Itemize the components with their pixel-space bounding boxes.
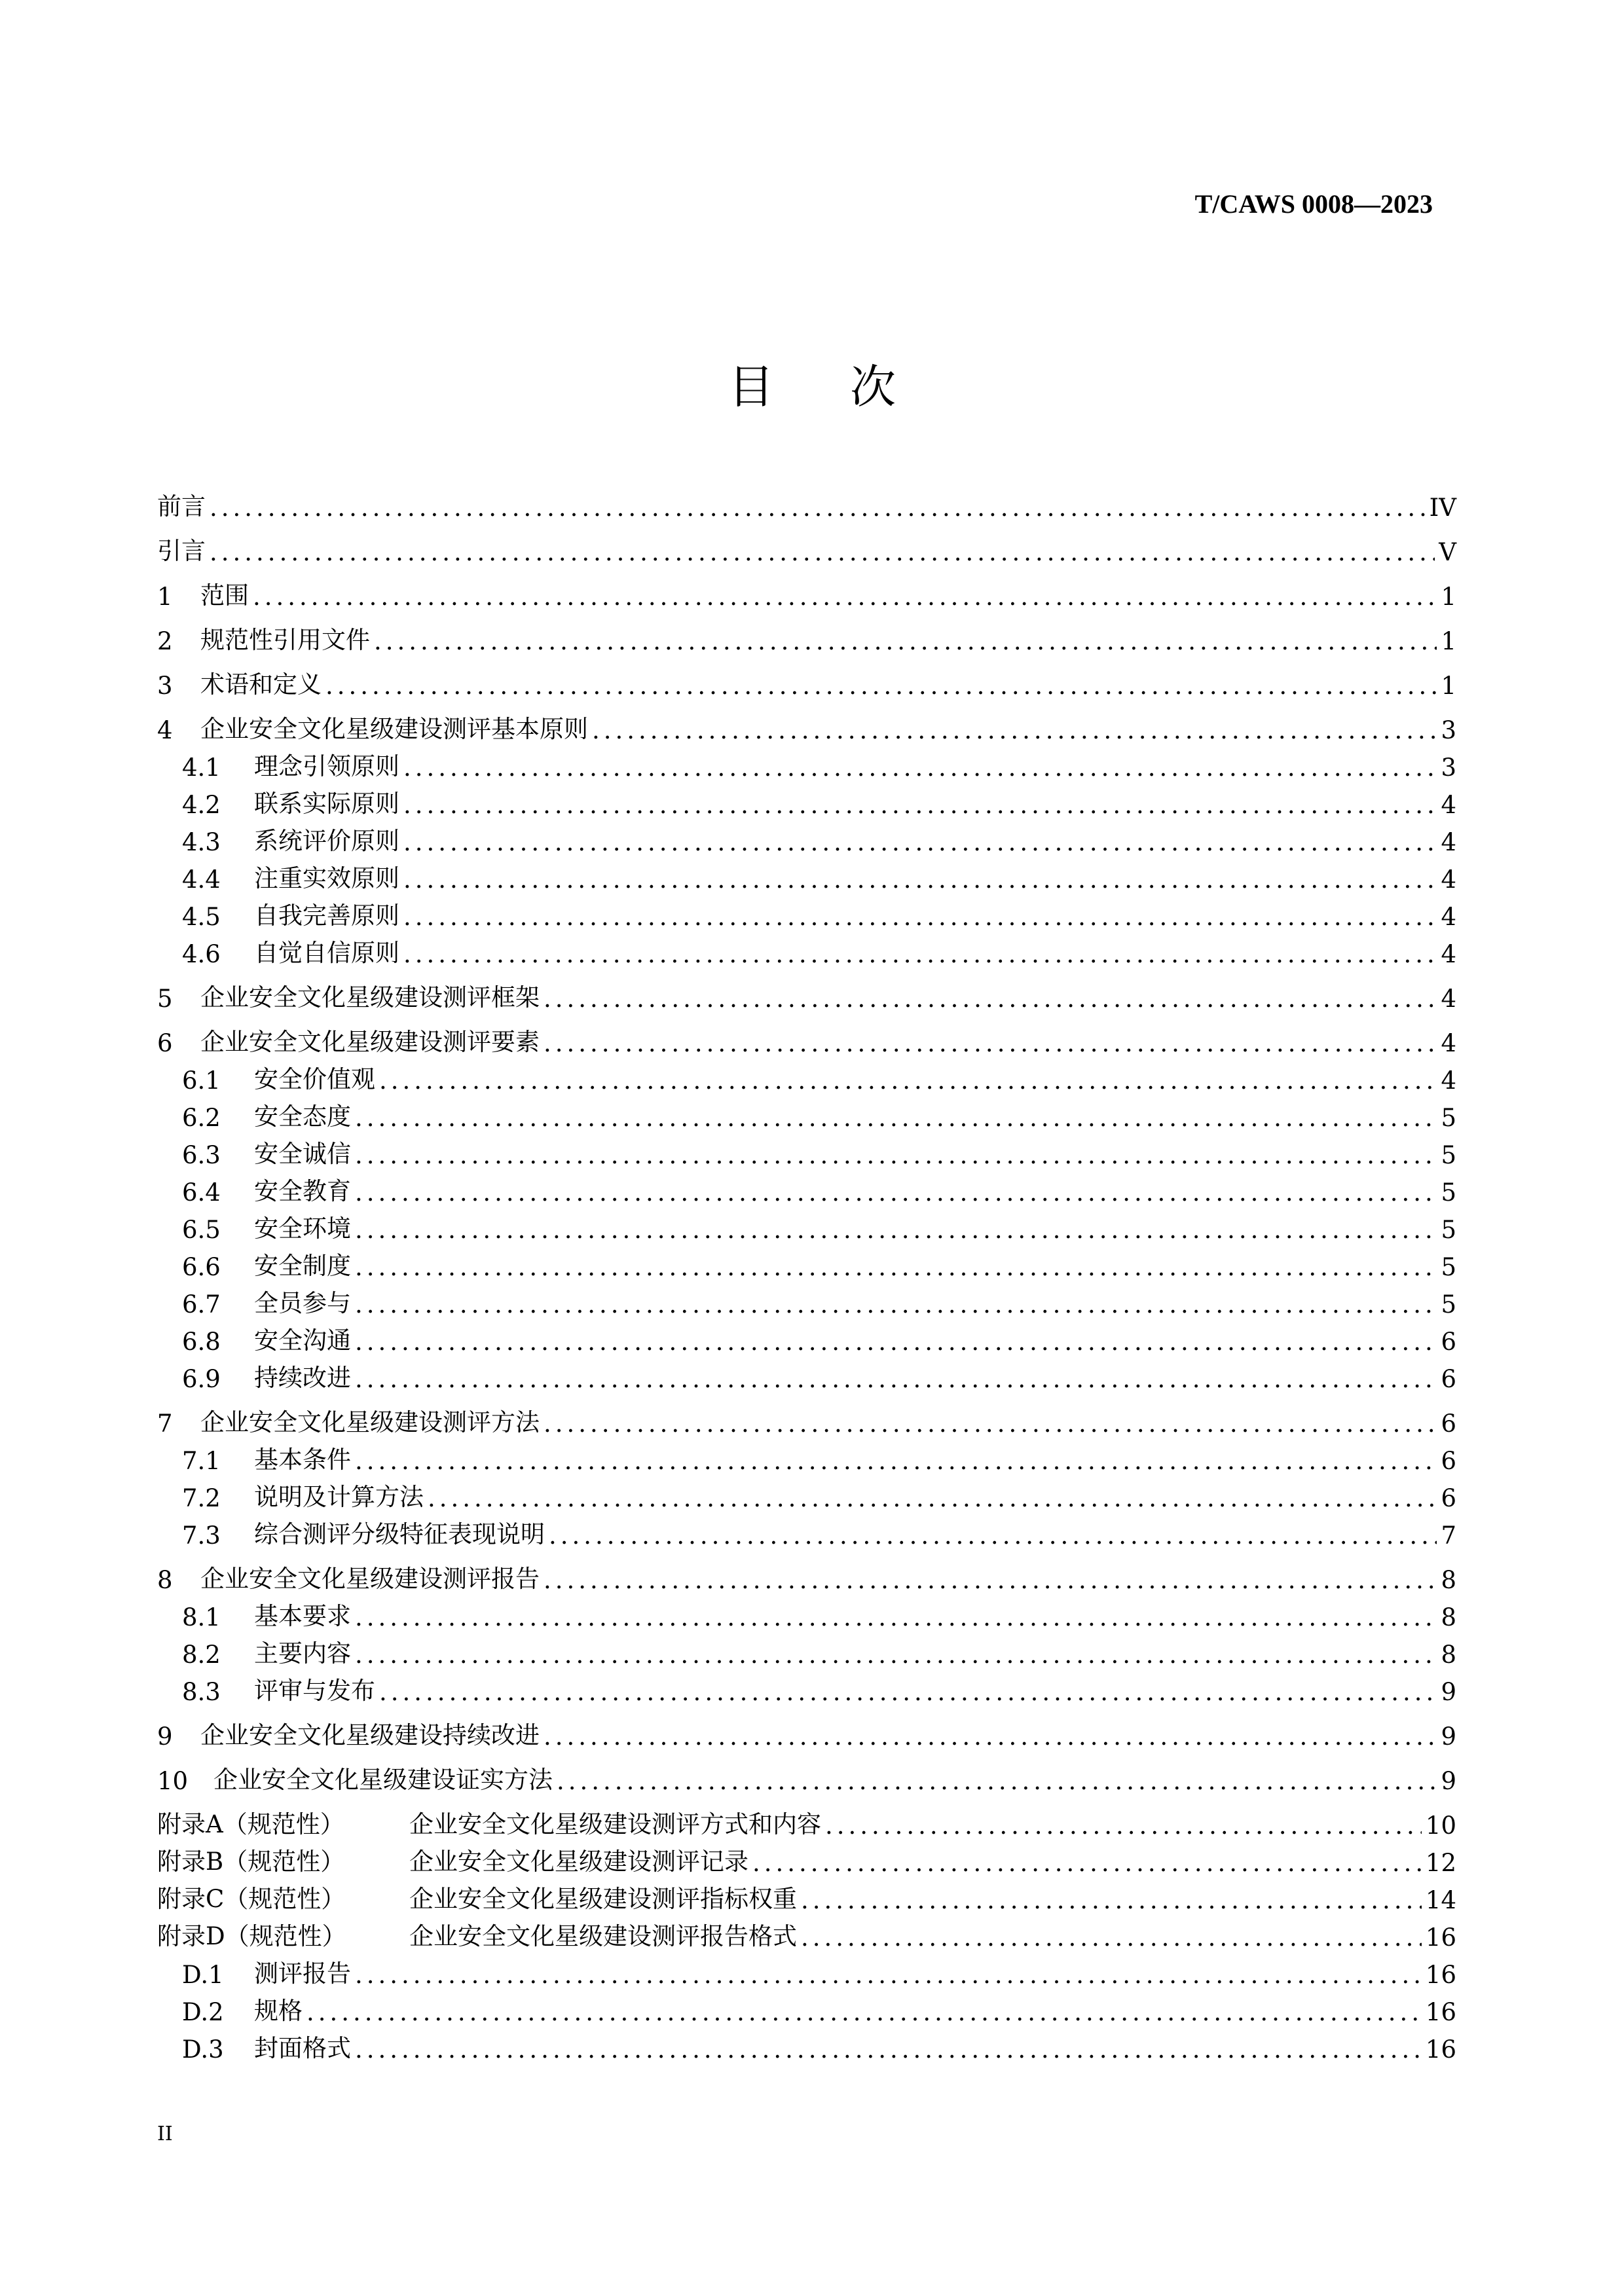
dot-leader	[355, 1178, 1437, 1207]
toc-entry-number: 4.4	[182, 866, 221, 894]
toc-entry-label: 全员参与	[254, 1289, 351, 1317]
toc-entry[interactable]	[157, 1057, 1456, 1095]
toc-entry[interactable]	[157, 1319, 1456, 1356]
toc-entry[interactable]	[157, 1356, 1456, 1393]
toc-title	[0, 350, 1624, 416]
dot-leader	[544, 985, 1437, 1013]
toc-entry[interactable]	[157, 975, 1456, 1013]
toc-entry-page: 1	[1441, 672, 1456, 700]
toc-entry-label: 规格	[254, 1997, 303, 2025]
toc-entry[interactable]	[157, 1989, 1456, 2026]
toc-entry-number: 6.5	[182, 1216, 221, 1244]
toc-entry-number: 6.3	[182, 1141, 221, 1169]
toc-entry[interactable]	[157, 1169, 1456, 1207]
dot-leader	[210, 494, 1426, 522]
toc-entry-number: 1	[157, 583, 173, 611]
toc-entry-page: 4	[1441, 791, 1456, 819]
toc-entry-number: 6.6	[182, 1253, 221, 1281]
dot-leader	[374, 627, 1437, 655]
toc-entry-page: 6	[1441, 1365, 1456, 1393]
toc-entry-number: 9	[157, 1722, 173, 1751]
dot-leader	[355, 1603, 1437, 1631]
toc-entry-page: 5	[1441, 1104, 1456, 1132]
dot-leader	[379, 1066, 1437, 1095]
toc-entry[interactable]	[157, 1952, 1456, 1989]
toc-entry-page: 8	[1441, 1641, 1456, 1669]
toc-entry-number: 10	[157, 1767, 189, 1795]
toc-entry-label: 安全诚信	[254, 1140, 351, 1168]
toc-entry-page: 6	[1441, 1484, 1456, 1512]
toc-entry[interactable]	[157, 1713, 1456, 1751]
toc-entry-page: 6	[1441, 1410, 1456, 1438]
dot-leader	[801, 1923, 1422, 1952]
toc-entry-label: 企业安全文化星级建设测评指标权重	[409, 1885, 797, 1913]
toc-entry-page: 16	[1425, 1923, 1456, 1952]
toc-entry-label: 测评报告	[254, 1959, 351, 1988]
toc-entry-page: 4	[1441, 903, 1456, 931]
toc-entry-label: 企业安全文化星级建设测评记录	[409, 1848, 748, 1876]
toc-entry-label: 企业安全文化星级建设测评要素	[200, 1028, 540, 1056]
toc-entry[interactable]	[157, 1669, 1456, 1706]
dot-leader	[549, 1522, 1437, 1550]
toc-entry-number: 6.8	[182, 1328, 221, 1356]
toc-entry-page: 16	[1425, 2035, 1456, 2064]
toc-entry-page: 9	[1441, 1722, 1456, 1751]
toc-entry-number: 6.4	[182, 1178, 221, 1207]
toc-entry-label: 范围	[200, 581, 249, 610]
toc-entry[interactable]	[157, 574, 1456, 611]
dot-leader	[379, 1678, 1437, 1706]
dot-leader	[544, 1029, 1437, 1057]
dot-leader	[355, 1961, 1422, 1989]
toc-entry-label: 企业安全文化星级建设测评基本原则	[200, 715, 588, 743]
dot-leader	[355, 1290, 1437, 1319]
toc-entry[interactable]	[157, 1512, 1456, 1550]
toc-entry[interactable]	[157, 1802, 1456, 1840]
toc-entry-label: 企业安全文化星级建设测评报告格式	[409, 1922, 797, 1950]
toc-entry-label: 基本条件	[254, 1446, 351, 1474]
standard-code: T/CAWS 0008—2023	[1194, 189, 1433, 219]
toc-entry-number: 7	[157, 1410, 173, 1438]
toc-entry[interactable]	[157, 1840, 1456, 1877]
toc-entry-number: 7.3	[182, 1522, 221, 1550]
toc-entry-label: 自我完善原则	[254, 902, 399, 930]
dot-leader	[752, 1849, 1422, 1877]
dot-leader	[403, 940, 1437, 968]
dot-leader	[403, 828, 1437, 856]
toc-entry-number: 6	[157, 1029, 173, 1057]
toc-entry-label: 企业安全文化星级建设测评报告	[200, 1565, 540, 1593]
toc-entry-number: D.2	[182, 1998, 224, 2026]
toc-entry[interactable]	[157, 1475, 1456, 1512]
dot-leader	[403, 791, 1437, 819]
dot-leader	[544, 1722, 1437, 1751]
dot-leader	[825, 1812, 1422, 1840]
toc-entry-page: 4	[1441, 1029, 1456, 1057]
toc-entry-page: 16	[1425, 1961, 1456, 1989]
toc-entry-number: 8	[157, 1566, 173, 1594]
toc-entry-page: 5	[1441, 1178, 1456, 1207]
dot-leader	[355, 1104, 1437, 1132]
toc-entry-page: 5	[1441, 1253, 1456, 1281]
dot-leader	[306, 1998, 1422, 2026]
dot-leader	[355, 1365, 1437, 1393]
dot-leader	[355, 1216, 1437, 1244]
toc-entry[interactable]	[157, 1400, 1456, 1438]
toc-entry-label: 企业安全文化星级建设持续改进	[200, 1721, 540, 1749]
toc-entry-label: 企业安全文化星级建设测评框架	[200, 983, 540, 1011]
toc-entry[interactable]	[157, 1020, 1456, 1057]
toc-entry[interactable]	[157, 1207, 1456, 1244]
dot-leader	[557, 1767, 1437, 1795]
toc-title-char: 次	[850, 360, 896, 414]
toc-entry[interactable]	[157, 1095, 1456, 1132]
toc-entry-page: 4	[1441, 1066, 1456, 1095]
toc-entry-label: 评审与发布	[254, 1677, 375, 1705]
toc-entry-number: 4.6	[182, 940, 221, 968]
toc-entry-number: 6.2	[182, 1104, 221, 1132]
toc-entry-page: 5	[1441, 1290, 1456, 1319]
toc-entry-page: 6	[1441, 1447, 1456, 1475]
toc-entry[interactable]	[157, 819, 1456, 856]
toc-entry-label: 术语和定义	[200, 670, 322, 699]
dot-leader	[210, 538, 1435, 566]
toc-entry-page: 3	[1441, 716, 1456, 744]
toc-entry-label: 前言	[157, 492, 206, 520]
toc-entry-label: 主要内容	[254, 1639, 351, 1667]
toc-entry[interactable]	[157, 1244, 1456, 1281]
toc-entry[interactable]	[157, 663, 1456, 700]
toc-entry[interactable]	[157, 484, 1456, 522]
toc-entry-number: 附录B（规范性）	[157, 1848, 345, 1876]
toc-entry-label: 持续改进	[254, 1364, 351, 1392]
toc-entry-page: 12	[1425, 1849, 1456, 1877]
toc-entry-number: 8.1	[182, 1603, 221, 1631]
toc-entry-page: 1	[1441, 583, 1456, 611]
toc-entry-number: 附录A（规范性）	[157, 1810, 344, 1838]
toc-entry-page: 5	[1441, 1141, 1456, 1169]
toc-entry-page: 10	[1425, 1812, 1456, 1840]
toc-entry-label: 安全价值观	[254, 1065, 375, 1093]
toc-entry[interactable]	[157, 894, 1456, 931]
dot-leader	[403, 903, 1437, 931]
toc-entry-number: 2	[157, 627, 173, 655]
toc-entry[interactable]	[157, 529, 1456, 566]
toc-entry-label: 说明及计算方法	[254, 1483, 424, 1511]
toc-entry-page: 1	[1441, 627, 1456, 655]
dot-leader	[253, 583, 1437, 611]
dot-leader	[355, 1328, 1437, 1356]
toc-entry-page: 7	[1441, 1522, 1456, 1550]
dot-leader	[403, 866, 1437, 894]
toc-entry-number: 8.2	[182, 1641, 221, 1669]
toc-entry-number: 8.3	[182, 1678, 221, 1706]
toc-entry[interactable]	[157, 1758, 1456, 1795]
toc-entry-label: 安全态度	[254, 1102, 351, 1131]
toc-entry-page: 8	[1441, 1566, 1456, 1594]
toc-entry-page: 8	[1441, 1603, 1456, 1631]
toc-entry[interactable]	[157, 1557, 1456, 1594]
toc-entry-page: 4	[1441, 828, 1456, 856]
toc-entry-label: 理念引领原则	[254, 752, 399, 780]
toc-entry[interactable]	[157, 1877, 1456, 1914]
dot-leader	[355, 1141, 1437, 1169]
toc-title-char: 目	[728, 360, 774, 414]
dot-leader	[355, 2035, 1422, 2064]
toc-entry[interactable]	[157, 1132, 1456, 1169]
toc-entry-number: 7.2	[182, 1484, 221, 1512]
toc-entry-number: 4.2	[182, 791, 221, 819]
toc-entry[interactable]	[157, 707, 1456, 744]
dot-leader	[355, 1641, 1437, 1669]
dot-leader	[801, 1886, 1422, 1914]
page-folio: II	[157, 2123, 173, 2145]
toc-entry[interactable]	[157, 1914, 1456, 1952]
toc-entry[interactable]	[157, 1438, 1456, 1475]
toc-entry-number: 6.1	[182, 1066, 221, 1095]
toc-entry-page: 9	[1441, 1767, 1456, 1795]
toc-entry-label: 安全教育	[254, 1177, 351, 1205]
dot-leader	[592, 716, 1437, 744]
toc-entry-number: 4.5	[182, 903, 221, 931]
toc-entry-label: 安全制度	[254, 1252, 351, 1280]
toc-entry-page: 16	[1425, 1998, 1456, 2026]
toc-entry-label: 企业安全文化星级建设证实方法	[213, 1766, 553, 1794]
toc-entry[interactable]	[157, 744, 1456, 782]
toc-entry-label: 引言	[157, 537, 206, 565]
toc-entry-label: 安全沟通	[254, 1326, 351, 1355]
toc-entry-label: 联系实际原则	[254, 790, 399, 818]
toc-entry-page: 14	[1425, 1886, 1456, 1914]
dot-leader	[544, 1410, 1437, 1438]
toc-entry[interactable]	[157, 2026, 1456, 2064]
toc-entry-page: 4	[1441, 866, 1456, 894]
toc-entry[interactable]	[157, 1631, 1456, 1669]
toc-entry-page: 4	[1441, 985, 1456, 1013]
toc-entry-page: 5	[1441, 1216, 1456, 1244]
toc-entry-page: 9	[1441, 1678, 1456, 1706]
toc-entry-label: 封面格式	[254, 2034, 351, 2062]
toc-entry[interactable]	[157, 1594, 1456, 1631]
toc-entry-number: 4.1	[182, 754, 221, 782]
toc-entry[interactable]	[157, 931, 1456, 968]
toc-entry-label: 安全环境	[254, 1214, 351, 1243]
toc-entry-number: 附录D（规范性）	[157, 1922, 346, 1950]
dot-leader	[355, 1447, 1437, 1475]
toc-entry-page: 4	[1441, 940, 1456, 968]
dot-leader	[428, 1484, 1437, 1512]
toc-entry-page: IV	[1429, 494, 1456, 522]
toc-entry-label: 企业安全文化星级建设测评方法	[200, 1408, 540, 1436]
toc-entry-number: 7.1	[182, 1447, 221, 1475]
toc-entry-number: 4	[157, 716, 173, 744]
toc-entry-page: 3	[1441, 754, 1456, 782]
toc-entry[interactable]	[157, 1281, 1456, 1319]
toc-entry-number: 4.3	[182, 828, 221, 856]
dot-leader	[403, 754, 1437, 782]
toc-entry-number: 6.7	[182, 1290, 221, 1319]
dot-leader	[544, 1566, 1437, 1594]
toc-entry-number: D.1	[182, 1961, 224, 1989]
dot-leader	[325, 672, 1437, 700]
toc-entry[interactable]	[157, 782, 1456, 819]
dot-leader	[355, 1253, 1437, 1281]
toc-entry-number: D.3	[182, 2035, 224, 2064]
toc-entry-number: 5	[157, 985, 173, 1013]
toc-entry-page: 6	[1441, 1328, 1456, 1356]
toc-entry-page: V	[1439, 538, 1456, 566]
toc-entry-label: 基本要求	[254, 1602, 351, 1630]
toc-entry-label: 系统评价原则	[254, 827, 399, 855]
toc-entry-label: 企业安全文化星级建设测评方式和内容	[409, 1810, 821, 1838]
toc-entry[interactable]	[157, 856, 1456, 894]
toc-entry-label: 自觉自信原则	[254, 939, 399, 967]
toc-entry[interactable]	[157, 618, 1456, 655]
toc-entry-number: 3	[157, 672, 173, 700]
toc-entry-number: 6.9	[182, 1365, 221, 1393]
toc-entry-label: 规范性引用文件	[200, 626, 370, 654]
toc-entry-number: 附录C（规范性）	[157, 1885, 346, 1913]
table-of-contents	[157, 484, 1456, 2064]
toc-entry-label: 注重实效原则	[254, 864, 399, 892]
toc-entry-label: 综合测评分级特征表现说明	[254, 1520, 545, 1548]
